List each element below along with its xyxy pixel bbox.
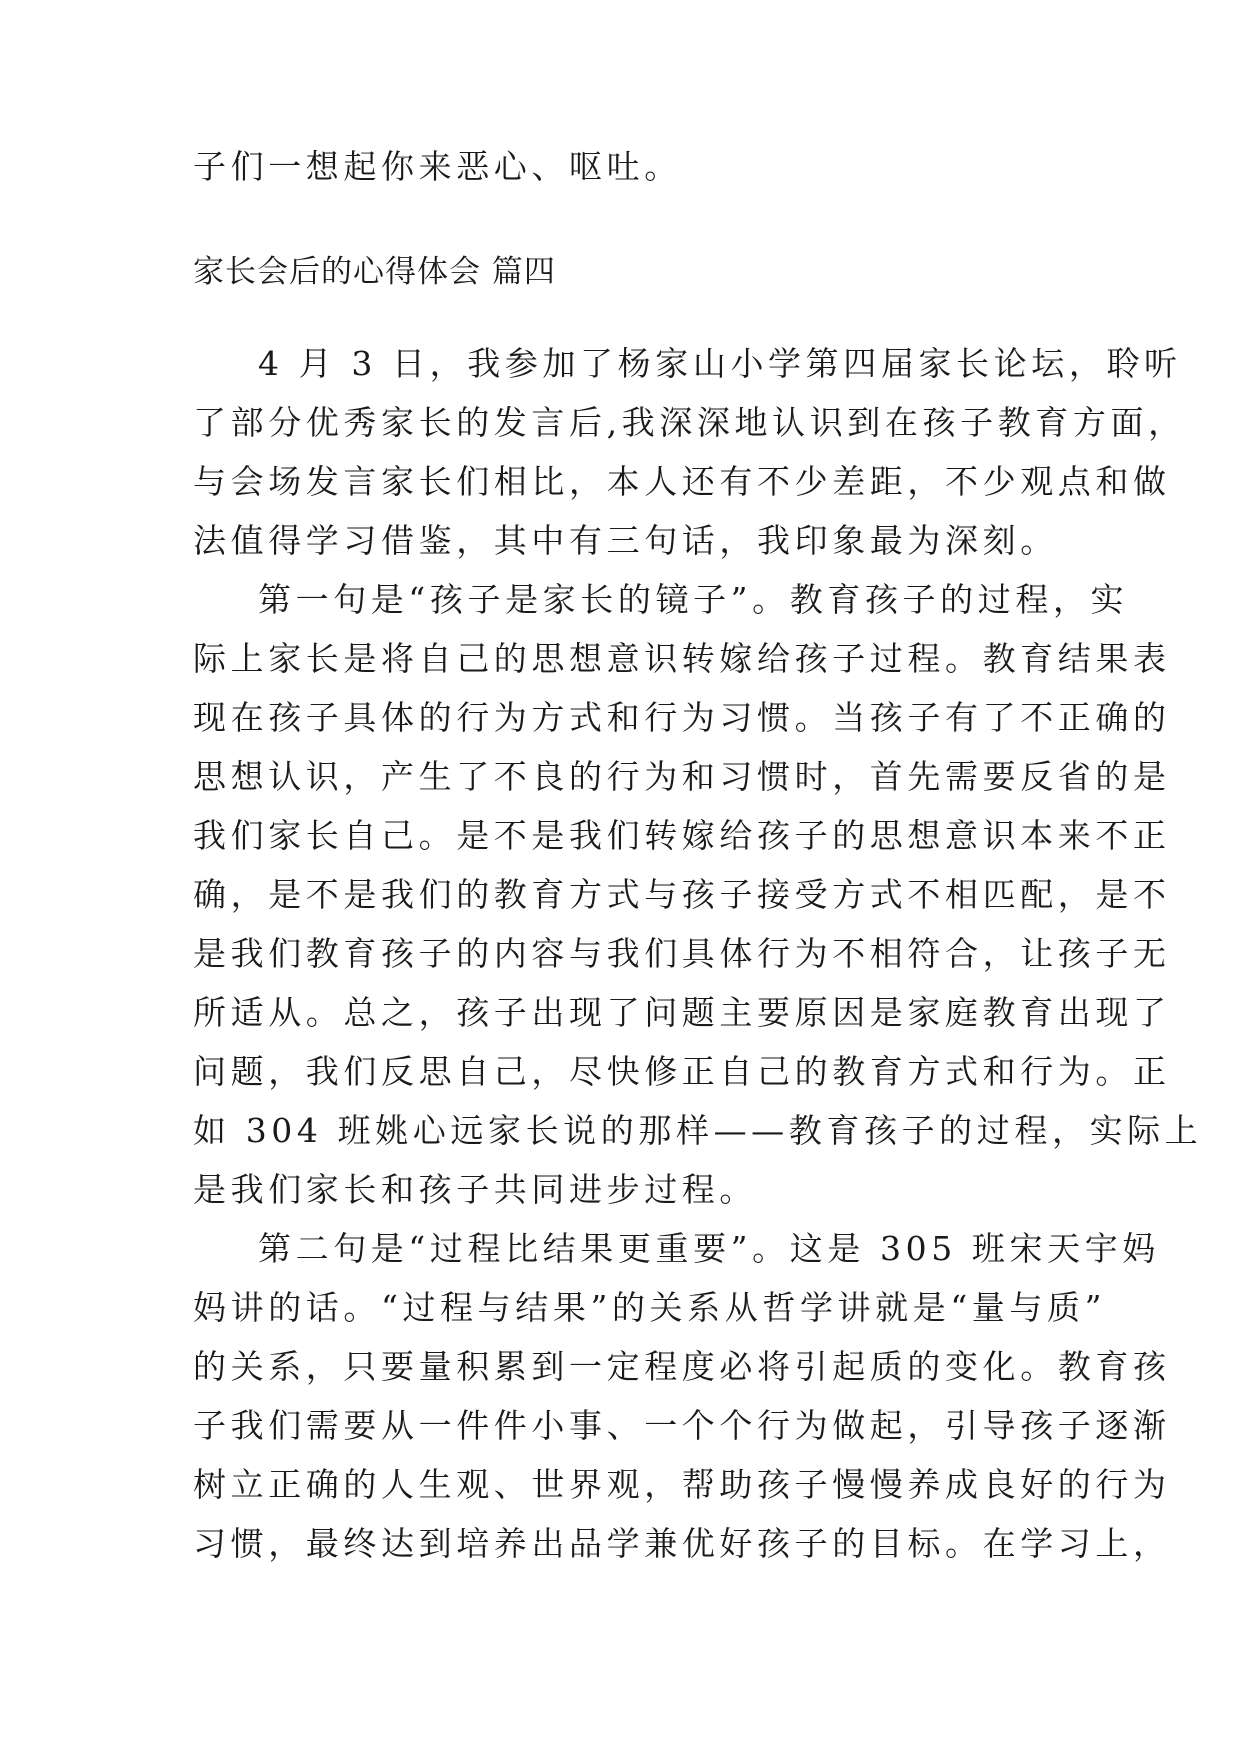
paragraph-line: 所适从。总之，孩子出现了问题主要原因是家庭教育出现了 [193, 993, 1171, 1032]
paragraph-line: 我们家长自己。是不是我们转嫁给孩子的思想意识本来不正 [193, 816, 1171, 855]
paragraph-line: 如 304 班姚心远家长说的那样——教育孩子的过程，实际上 [193, 1111, 1203, 1150]
paragraph-line: 际上家长是将自己的思想意识转嫁给孩子过程。教育结果表 [193, 639, 1171, 678]
paragraph-line: 第一句是“孩子是家长的镜子”。教育孩子的过程，实 [258, 580, 1129, 619]
section-heading: 家长会后的心得体会 篇四 [193, 254, 556, 290]
paragraph-line: 法值得学习借鉴，其中有三句话，我印象最为深刻。 [193, 521, 1058, 560]
paragraph-line: 4 月 3 日，我参加了杨家山小学第四届家长论坛，聆听 [258, 344, 1182, 383]
paragraph-line: 与会场发言家长们相比，本人还有不少差距，不少观点和做 [193, 462, 1171, 501]
paragraph-line: 树立正确的人生观、世界观，帮助孩子慢慢养成良好的行为 [193, 1465, 1171, 1504]
paragraph-line: 是我们家长和孩子共同进步过程。 [193, 1170, 757, 1209]
paragraph-line: 习惯，最终达到培养出品学兼优好孩子的目标。在学习上， [193, 1524, 1171, 1563]
paragraph-line: 问题，我们反思自己，尽快修正自己的教育方式和行为。正 [193, 1052, 1171, 1091]
continuation-line: 子们一想起你来恶心、呕吐。 [193, 147, 682, 186]
paragraph-line: 现在孩子具体的行为方式和行为习惯。当孩子有了不正确的 [193, 698, 1171, 737]
paragraph-line: 的关系，只要量积累到一定程度必将引起质的变化。教育孩 [193, 1347, 1171, 1386]
paragraph-line: 第二句是“过程比结果更重要”。这是 305 班宋天宇妈 [258, 1229, 1160, 1268]
paragraph-line: 确，是不是我们的教育方式与孩子接受方式不相匹配，是不 [193, 875, 1171, 914]
paragraph-line: 是我们教育孩子的内容与我们具体行为不相符合，让孩子无 [193, 934, 1171, 973]
paragraph-line: 了部分优秀家长的发言后,我深深地认识到在孩子教育方面， [193, 403, 1186, 442]
paragraph-line: 子我们需要从一件件小事、一个个行为做起，引导孩子逐渐 [193, 1406, 1171, 1445]
paragraph-line: 妈讲的话。“过程与结果”的关系从哲学讲就是“量与质” [193, 1288, 1107, 1327]
paragraph-line: 思想认识，产生了不良的行为和习惯时，首先需要反省的是 [193, 757, 1171, 796]
